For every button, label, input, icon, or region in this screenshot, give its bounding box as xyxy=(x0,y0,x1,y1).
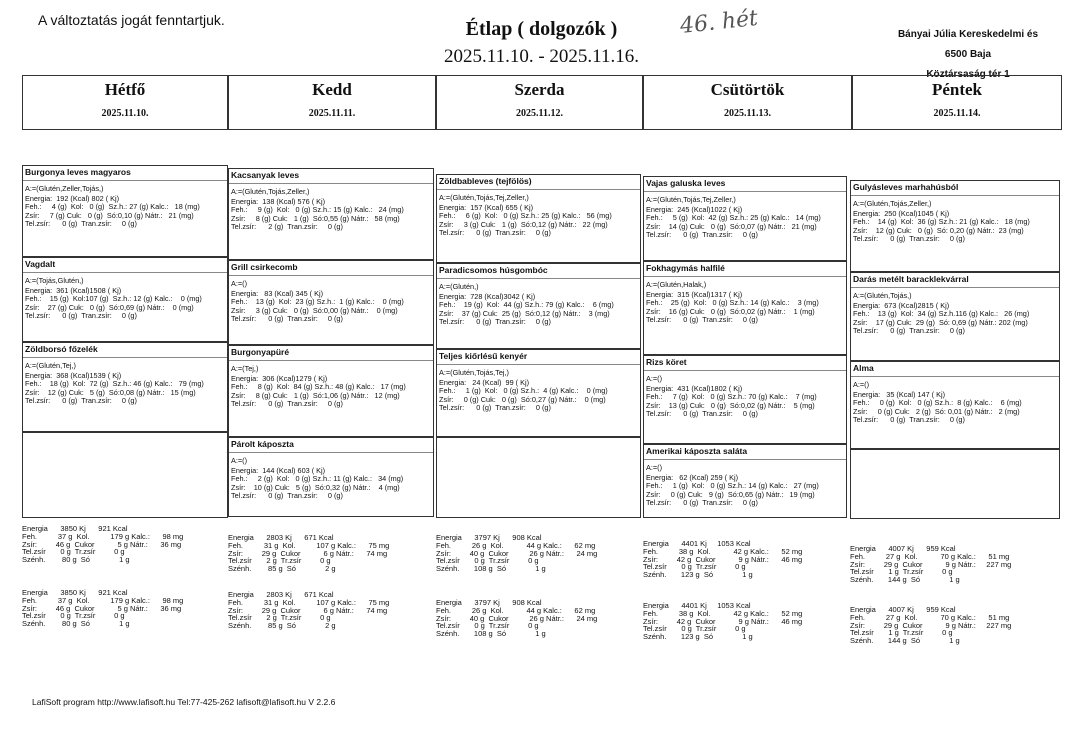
dish-allergens: A:=(Glutén,Tojás,Tej,Zeller,) xyxy=(646,195,736,204)
dish-name: Amerikai káposzta saláta xyxy=(644,445,846,460)
dish-nutrition: Energia: 157 (Kcal) 655 ( Kj) Feh.: 6 (g) Kol: 0 (g) Sz.h.: 25 (g) Kalc.: 56 (mg) Zsír: 3 (g) Cuk: 1 (g) Só:0,12 (g) Nátr.: 22 (mg) Tel.zsír: 0 (g) Tran.zsír: 0 (g) xyxy=(439,203,612,237)
date-range: 2025.11.10. - 2025.11.16. xyxy=(444,46,639,67)
notice-text: A változtatás jogát fenntartjuk. xyxy=(38,12,225,28)
page-title: Étlap ( dolgozók ) xyxy=(465,18,618,40)
dish-nutrition: Energia: 192 (Kcal) 802 ( Kj) Feh.: 4 (g) Kol: 0 (g) Sz.h.: 27 (g) Kalc.: 18 (mg) Zsír: 7 (g) Cuk: 0 (g) Só:0,10 (g) Nátr.: 21 (mg) Tel.zsír: 0 (g) Tran.zsír: 0 (g) xyxy=(25,194,200,228)
dish-allergens: A:=(Tej,) xyxy=(231,364,259,373)
dish-allergens: A:=(Glutén,Zeller,Tojás,) xyxy=(25,184,104,193)
dish-cell xyxy=(228,437,434,517)
day-header-4 xyxy=(643,75,852,130)
daily-total-2: Energia 4007 Kj 959 Kcal Feh. 27 g Kol. 70 g Kalc.: 51 mg Zsír: 29 g Cukor 9 g Nátr.: 227 mg Tel.zsír 1 g Tr.zsír 0 g Szénh. 144 g Só 1 g xyxy=(850,605,1012,646)
dish-allergens: A:=(Glutén,Halak,) xyxy=(646,280,707,289)
dish-nutrition: Energia: 306 (Kcal)1279 ( Kj) Feh.: 8 (g) Kol: 84 (g) Sz.h.: 48 (g) Kalc.: 17 (mg) Zsír: 8 (g) Cuk: 1 (g) Só:1,06 (g) Nátr.: 12 (mg) Tel.zsír: 0 (g) Tran.zsír: 0 (g) xyxy=(231,374,406,408)
dish-name: Párolt káposzta xyxy=(229,438,433,453)
dish-cell xyxy=(850,272,1060,361)
daily-total-1: Energia 4401 Kj 1053 Kcal Feh. 38 g Kol. 42 g Kalc.: 52 mg Zsír: 42 g Cukor 9 g Nátr.: 46 mg Tel.zsír 0 g Tr.zsír 0 g Szénh. 123 g Só 1 g xyxy=(643,539,803,580)
dish-cell xyxy=(643,176,847,261)
dish-nutrition: Energia: 245 (Kcal)1022 ( Kj) Feh.: 5 (g) Kol: 42 (g) Sz.h.: 25 (g) Kalc.: 14 (mg) Zsír: 14 (g) Cuk: 0 (g) Só:0,07 (g) Nátr.: 21 (mg) Tel.zsír: 0 (g) Tran.zsír: 0 (g) xyxy=(646,205,821,239)
company-name: Bányai Júlia Kereskedelmi és xyxy=(897,29,1039,40)
company-city: 6500 Baja xyxy=(944,49,992,60)
day-header-3 xyxy=(436,75,643,130)
day-header-2 xyxy=(228,75,436,130)
dish-cell xyxy=(850,180,1060,272)
dish-allergens: A:=() xyxy=(646,374,663,383)
dish-allergens: A:=(Glutén,Tojás,) xyxy=(853,291,912,300)
dish-name: Grill csirkecomb xyxy=(229,261,433,276)
dish-nutrition: Energia: 24 (Kcal) 99 ( Kj) Feh.: 1 (g) Kol: 0 (g) Sz.h.: 4 (g) Kalc.: 0 (mg) Zsír: 0 (g) Cuk: 0 (g) Só:0,27 (g) Nátr.: 0 (mg) Tel.zsír: 0 (g) Tran.zsír: 0 (g) xyxy=(439,378,608,412)
dish-name: Paradicsomos húsgombóc xyxy=(437,264,640,279)
dish-name: Kacsanyak leves xyxy=(229,169,433,184)
dish-name: Fokhagymás halfilé xyxy=(644,262,846,277)
dish-allergens: A:=() xyxy=(231,279,248,288)
day-header-5 xyxy=(852,75,1062,130)
dish-allergens: A:=(Glutén,Tojás,Zeller,) xyxy=(231,187,310,196)
dish-nutrition: Energia: 368 (Kcal)1539 ( Kj) Feh.: 18 (g) Kol: 72 (g) Sz.h.: 46 (g) Kalc.: 79 (mg) Zsír: 12 (g) Cuk: 5 (g) Só:0,08 (g) Nátr.: 15 (mg) Tel.zsír: 0 (g) Tran.zsír: 0 (g) xyxy=(25,371,204,405)
daily-total-2: Energia 2803 Kj 671 Kcal Feh. 31 g Kol. 107 g Kalc.: 75 mg Zsír: 29 g Cukor 6 g Nátr.: 74 mg Tel.zsír 2 g Tr.zsír 0 g Szénh. 85 g Só 2 g xyxy=(228,590,390,631)
day-date: 2025.11.11. xyxy=(308,108,356,119)
dish-allergens: A:=(Glutén,Tojás,Tej,Zeller,) xyxy=(439,193,529,202)
dish-allergens: A:=(Glutén,) xyxy=(439,282,479,291)
dish-name: Burgonyapüré xyxy=(229,346,433,361)
day-name: Kedd xyxy=(312,80,352,99)
dish-name: Burgonya leves magyaros xyxy=(23,166,227,181)
dish-cell xyxy=(22,165,228,257)
company-street: Köztársaság tér 1 xyxy=(926,69,1010,80)
empty-cell xyxy=(850,449,1060,519)
day-date: 2025.11.12. xyxy=(516,108,563,119)
footer-text: LafiSoft program http://www.lafisoft.hu Tel:77-425-262 lafisoft@lafisoft.hu V 2.2.6 xyxy=(32,697,336,707)
dish-allergens: A:=(Glutén,Tojás,Zeller,) xyxy=(853,199,932,208)
empty-cell xyxy=(22,432,228,518)
daily-total-1: Energia 2803 Kj 671 Kcal Feh. 31 g Kol. 107 g Kalc.: 75 mg Zsír: 29 g Cukor 6 g Nátr.: 74 mg Tel.zsír 2 g Tr.zsír 0 g Szénh. 85 g Só 2 g xyxy=(228,533,390,574)
daily-total-2: Energia 3850 Kj 921 Kcal Feh. 37 g Kol. 179 g Kalc.: 98 mg Zsír: 46 g Cukor 5 g Nátr.: 36 mg Tel.zsír 0 g Tr.zsír 0 g Szénh. 80 g Só 1 g xyxy=(22,588,184,629)
dish-name: Alma xyxy=(851,362,1059,377)
dish-nutrition: Energia: 431 (Kcal)1802 ( Kj) Feh.: 7 (g) Kol: 0 (g) Sz.h.: 70 (g) Kalc.: 7 (mg) Zsír: 13 (g) Cuk: 0 (g) Só:0,02 (g) Nátr.: 5 (mg) Tel.zsír: 0 (g) Tran.zsír: 0 (g) xyxy=(646,384,817,418)
dish-cell xyxy=(850,361,1060,449)
empty-cell xyxy=(436,437,641,518)
daily-total-1: Energia 3797 Kj 908 Kcal Feh. 26 g Kol. 44 g Kalc.: 62 mg Zsír: 40 g Cukor 26 g Nátr.: 24 mg Tel.zsír 0 g Tr.zsír 0 g Szénh. 108 g Só 1 g xyxy=(436,533,598,574)
day-name: Csütörtök xyxy=(710,80,785,99)
dish-allergens: A:=() xyxy=(231,456,248,465)
daily-total-2: Energia 4401 Kj 1053 Kcal Feh. 38 g Kol. 42 g Kalc.: 52 mg Zsír: 42 g Cukor 9 g Nátr.: 46 mg Tel.zsír 0 g Tr.zsír 0 g Szénh. 123 g Só 1 g xyxy=(643,601,803,642)
dish-cell xyxy=(228,260,434,345)
dish-cell xyxy=(436,263,641,349)
dish-name: Vajas galuska leves xyxy=(644,177,846,192)
dish-cell xyxy=(228,345,434,437)
dish-name: Vagdalt xyxy=(23,258,227,273)
day-name: Szerda xyxy=(514,80,565,99)
dish-nutrition: Energia: 138 (Kcal) 576 ( Kj) Feh.: 9 (g) Kol: 0 (g) Sz.h.: 15 (g) Kalc.: 24 (mg) Zsír: 8 (g) Cuk: 1 (g) Só:0,55 (g) Nátr.: 58 (mg) Tel.zsír: 2 (g) Tran.zsír: 0 (g) xyxy=(231,197,404,231)
dish-name: Gulyásleves marhahúsból xyxy=(851,181,1059,196)
daily-total-1: Energia 4007 Kj 959 Kcal Feh. 27 g Kol. 70 g Kalc.: 51 mg Zsír: 29 g Cukor 9 g Nátr.: 227 mg Tel.zsír 1 g Tr.zsír 0 g Szénh. 144 g Só 1 g xyxy=(850,544,1012,585)
dish-nutrition: Energia: 83 (Kcal) 345 ( Kj) Feh.: 13 (g) Kol: 23 (g) Sz.h.: 1 (g) Kalc.: 0 (mg) Zsír: 3 (g) Cuk: 0 (g) Só:0,00 (g) Nátr.: 0 (mg) Tel.zsír: 0 (g) Tran.zsír: 0 (g) xyxy=(231,289,404,323)
dish-name: Teljes kiőrlésű kenyér xyxy=(437,350,640,365)
dish-cell xyxy=(228,168,434,260)
day-name: Hétfő xyxy=(104,80,146,99)
dish-cell xyxy=(22,342,228,432)
dish-allergens: A:=() xyxy=(646,463,663,472)
daily-total-1: Energia 3850 Kj 921 Kcal Feh. 37 g Kol. 179 g Kalc.: 98 mg Zsír: 46 g Cukor 5 g Nátr.: 36 mg Tel.zsír 0 g Tr.zsír 0 g Szénh. 80 g Só 1 g xyxy=(22,524,184,565)
dish-allergens: A:=(Glutén,Tojás,Tej,) xyxy=(439,368,509,377)
dish-allergens: A:=(Tojás,Glutén,) xyxy=(25,276,84,285)
dish-nutrition: Energia: 250 (Kcal)1045 ( Kj) Feh.: 14 (g) Kol: 36 (g) Sz.h.: 21 (g) Kalc.: 18 (mg) Zsír: 12 (g) Cuk: 0 (g) Só: 0,20 (g) Nátr.: 23 (mg) Tel.zsír: 0 (g) Tran.zsír: 0 (g) xyxy=(853,209,1030,243)
dish-cell xyxy=(643,444,847,518)
day-date: 2025.11.14. xyxy=(933,108,981,119)
dish-cell xyxy=(643,355,847,444)
dish-allergens: A:=() xyxy=(853,380,870,389)
day-header-1 xyxy=(22,75,228,130)
dish-nutrition: Energia: 315 (Kcal)1317 ( Kj) Feh.: 25 (g) Kol: 0 (g) Sz.h.: 14 (g) Kalc.: 3 (mg) Zsír: 16 (g) Cuk: 0 (g) Só:0,02 (g) Nátr.: 1 (mg) Tel.zsír: 0 (g) Tran.zsír: 0 (g) xyxy=(646,290,819,324)
dish-nutrition: Energia: 62 (Kcal) 259 ( Kj) Feh.: 1 (g) Kol: 0 (g) Sz.h.: 14 (g) Kalc.: 27 (mg) Zsír: 0 (g) Cuk: 9 (g) Só:0,65 (g) Nátr.: 19 (mg) Tel.zsír: 0 (g) Tran.zsír: 0 (g) xyxy=(646,473,819,507)
dish-allergens: A:=(Glutén,Tej,) xyxy=(25,361,76,370)
dish-cell xyxy=(22,257,228,342)
dish-nutrition: Energia: 673 (Kcal)2815 ( Kj) Feh.: 13 (g) Kol: 34 (g) Sz.h.116 (g) Kalc.: 26 (mg) Zsír: 17 (g) Cuk: 29 (g) Só: 0,69 (g) Nátr.: 202 (mg) Tel.zsír: 0 (g) Tran.zsír: 0 (g) xyxy=(853,301,1030,335)
day-date: 2025.11.13. xyxy=(724,108,771,119)
dish-cell xyxy=(436,174,641,263)
dish-cell xyxy=(436,349,641,437)
dish-nutrition: Energia: 361 (Kcal)1508 ( Kj) Feh.: 15 (g) Kol:107 (g) Sz.h.: 12 (g) Kalc.: 0 (mg) Zsír: 27 (g) Cuk: 0 (g) Só:0,69 (g) Nátr.: 0 (mg) Tel.zsír: 0 (g) Tran.zsír: 0 (g) xyxy=(25,286,202,320)
day-date: 2025.11.10. xyxy=(101,108,149,119)
dish-nutrition: Energia: 728 (Kcal)3042 ( Kj) Feh.: 19 (g) Kol: 44 (g) Sz.h.: 79 (g) Kalc.: 6 (mg) Zsír: 37 (g) Cuk: 25 (g) Só:0,12 (g) Nátr.: 3 (mg) Tel.zsír: 0 (g) Tran.zsír: 0 (g) xyxy=(439,292,614,326)
dish-name: Rizs köret xyxy=(644,356,846,371)
dish-nutrition: Energia: 35 (Kcal) 147 ( Kj) Feh.: 0 (g) Kol: 0 (g) Sz.h.: 8 (g) Kalc.: 6 (mg) Zsír: 0 (g) Cuk: 2 (g) Só: 0,01 (g) Nátr.: 2 (mg) Tel.zsír: 0 (g) Tran.zsír: 0 (g) xyxy=(853,390,1022,424)
daily-total-2: Energia 3797 Kj 908 Kcal Feh. 26 g Kol. 44 g Kalc.: 62 mg Zsír: 40 g Cukor 26 g Nátr.: 24 mg Tel.zsír 0 g Tr.zsír 0 g Szénh. 108 g Só 1 g xyxy=(436,598,598,639)
day-name: Péntek xyxy=(931,80,983,99)
dish-cell xyxy=(643,261,847,355)
dish-name: Darás metélt baracklekvárral xyxy=(851,273,1059,288)
dish-name: Zöldbableves (tejfölös) xyxy=(437,175,640,190)
week-note: 46. hét xyxy=(678,5,760,40)
dish-nutrition: Energia: 144 (Kcal) 603 ( Kj) Feh.: 2 (g) Kol: 0 (g) Sz.h.: 11 (g) Kalc.: 34 (mg) Zsír: 10 (g) Cuk: 5 (g) Só:0,32 (g) Nátr.: 4 (mg) Tel.zsír: 0 (g) Tran.zsír: 0 (g) xyxy=(231,466,404,500)
dish-name: Zöldborsó főzelék xyxy=(23,343,227,358)
